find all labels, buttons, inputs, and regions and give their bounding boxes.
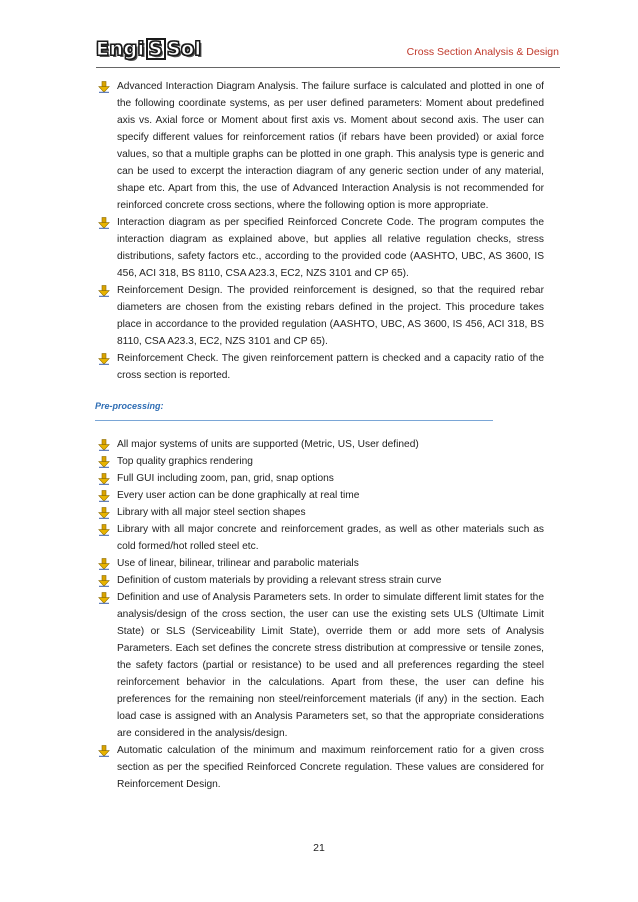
- list-item: [96, 572, 544, 589]
- pre-processing-item-text: All major systems of units are supported (Metric, US, User defined): [117, 439, 419, 450]
- list-item: [96, 742, 544, 793]
- page-number: 21: [313, 842, 325, 854]
- analysis-option-item-text: Reinforcement Check. The given reinforcement pattern is checked and a capacity ratio of the cross section is reported.: [117, 353, 544, 381]
- section-title-pre-processing: Pre-processing:: [95, 398, 493, 421]
- list-item: [96, 521, 544, 555]
- logo-part-2: S: [146, 38, 166, 60]
- analysis-option-item-text: Interaction diagram as per specified Reinforced Concrete Code. The program computes the interaction diagram as explained above, but applies all relative regulation checks, stress distributions, safety factors etc., according to the provided code (AASHTO, UBC, AS 3600, IS 456, ACI 318, BS 8110, CSA A23.3, EC2, NZS 3101 and CP 65).: [117, 217, 544, 279]
- down-arrow-bullet-icon: [98, 558, 110, 570]
- down-arrow-bullet-icon: [98, 353, 110, 365]
- logo-part-3: Sol: [166, 38, 202, 60]
- engissol-logo: [96, 37, 202, 61]
- list-item: [96, 350, 544, 384]
- list-item: [96, 589, 544, 742]
- down-arrow-bullet-icon: [98, 490, 110, 502]
- header-title: Cross Section Analysis & Design: [406, 46, 559, 58]
- pre-processing-item-text: Every user action can be done graphically at real time: [117, 490, 360, 501]
- down-arrow-bullet-icon: [98, 81, 110, 93]
- logo-part-1: Engi: [96, 38, 145, 60]
- down-arrow-bullet-icon: [98, 592, 110, 604]
- page-content: [96, 78, 544, 793]
- pre-processing-item-text: Definition of custom materials by providing a relevant stress strain curve: [117, 575, 442, 586]
- list-item: [96, 555, 544, 572]
- analysis-option-item-text: Advanced Interaction Diagram Analysis. The failure surface is calculated and plotted in one of the following coordinate systems, as per user defined parameters: Moment about predefined axis vs. Axial force or Moment about first axis vs. Moment about second axis. The user can specify different values for reinforcement ratios (if rebars have been provided) or axial force values, so that a multiple graphs can be plotted in one graph. This analysis type is generic and can be used to excerpt the interaction diagram of any generic section under of any material, shape etc. Apart from this, the use of Advanced Interaction Analysis is not recommended for reinforced concrete cross sections, where the following option is more appropriate.: [117, 81, 544, 211]
- list-item: [96, 282, 544, 350]
- page-header: [96, 37, 559, 69]
- pre-processing-item-text: Full GUI including zoom, pan, grid, snap options: [117, 473, 334, 484]
- list-item: [96, 214, 544, 282]
- down-arrow-bullet-icon: [98, 507, 110, 519]
- pre-processing-item-text: Automatic calculation of the minimum and maximum reinforcement ratio for a given cross section as per the specified Reinforced Concrete regulation. These values are considered for Reinforcement Design.: [117, 745, 544, 790]
- pre-processing-item-text: Definition and use of Analysis Parameters sets. In order to simulate different limit states for the analysis/design of the cross section, the user can use the existing sets ULS (Ultimate Limit State) or SLS (Serviceability Limit State), override them or add more sets of Analysis Parameters. Each set defines the concrete stress distribution at compressive or tensile zones, the safety factors (partial or resistance) to be used and all preferences regarding the steel reinforcement behavior in the calculations. Apart from these, the user can define his preferences for the remaining non steel/reinforcement materials (if any) in the section. Each load case is assigned with an Analysis Parameters set, so that the appropriate considerations are considered in the analysis/design.: [117, 592, 544, 739]
- list-item: [96, 487, 544, 504]
- list-item: [96, 78, 544, 214]
- pre-processing-item-text: Library with all major concrete and reinforcement grades, as well as other materials such as cold formed/hot rolled steel etc.: [117, 524, 544, 552]
- down-arrow-bullet-icon: [98, 745, 110, 757]
- down-arrow-bullet-icon: [98, 473, 110, 485]
- header-divider: [96, 67, 560, 68]
- pre-processing-item-text: Library with all major steel section shapes: [117, 507, 306, 518]
- pre-processing-list: [96, 436, 544, 793]
- list-item: [96, 504, 544, 521]
- down-arrow-bullet-icon: [98, 439, 110, 451]
- pre-processing-item-text: Use of linear, bilinear, trilinear and parabolic materials: [117, 558, 359, 569]
- down-arrow-bullet-icon: [98, 285, 110, 297]
- down-arrow-bullet-icon: [98, 217, 110, 229]
- down-arrow-bullet-icon: [98, 456, 110, 468]
- pre-processing-item-text: Top quality graphics rendering: [117, 456, 253, 467]
- down-arrow-bullet-icon: [98, 575, 110, 587]
- list-item: [96, 436, 544, 453]
- list-item: [96, 453, 544, 470]
- down-arrow-bullet-icon: [98, 524, 110, 536]
- analysis-option-item-text: Reinforcement Design. The provided reinforcement is designed, so that the required rebar diameters are chosen from the existing rebars defined in the project. This procedure takes place in accordance to the provided regulation (AASHTO, UBC, AS 3600, IS 456, ACI 318, BS 8110, CSA A23.3, EC2, NZS 3101 and CP 65).: [117, 285, 544, 347]
- list-item: [96, 470, 544, 487]
- analysis-options-list: [96, 78, 544, 384]
